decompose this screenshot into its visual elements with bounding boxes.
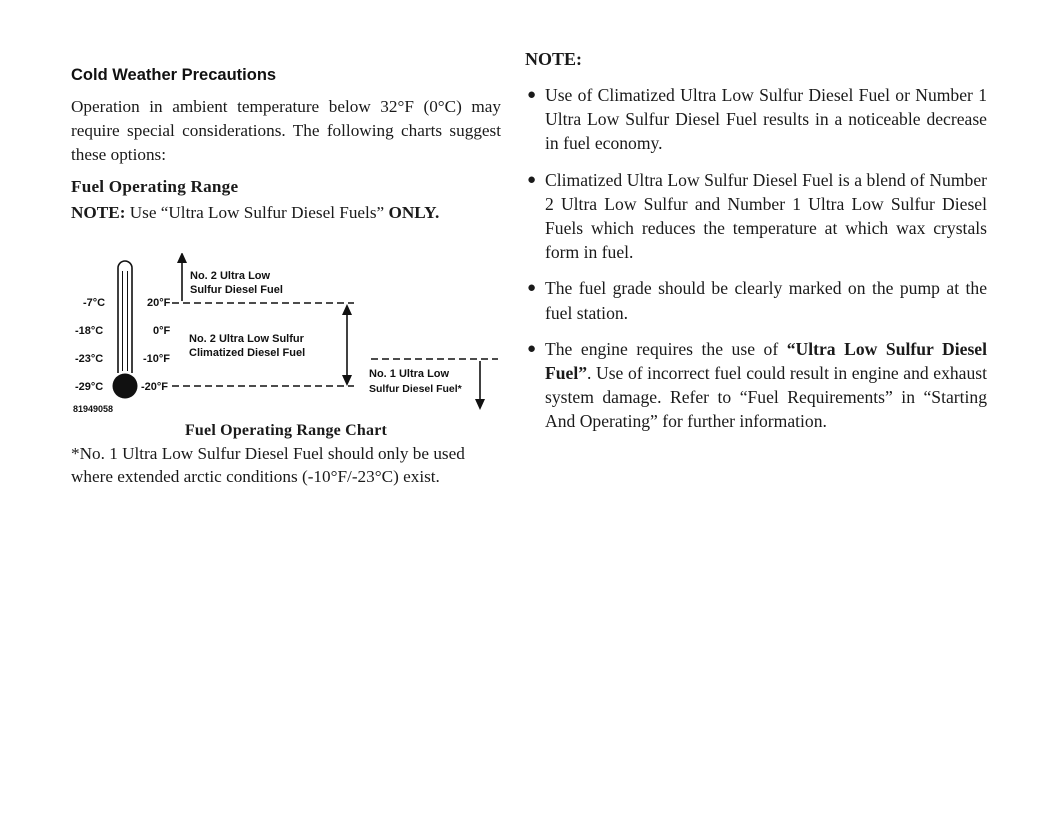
- bullet-icon: ●: [527, 340, 537, 357]
- note-heading: NOTE:: [525, 49, 583, 69]
- note-label: NOTE:: [71, 203, 126, 222]
- intro-paragraph: Operation in ambient temperature below 32°F (0°C) may require special considerations. The following charts suggest these options:: [71, 97, 501, 164]
- figure-id: 81949058: [73, 404, 114, 414]
- list-item: [525, 83, 987, 156]
- bullet-text-4-pre: The engine requires the use of: [545, 338, 787, 359]
- bullet-text-1: Use of Climatized Ultra Low Sulfur Diesel Fuel or Number 1 Ultra Low Sulfur Diesel Fuel results in a noticeable decrease in fuel economy.: [545, 85, 987, 154]
- fuel-chart-svg: [71, 253, 501, 421]
- climatized-label-line2: Climatized Diesel Fuel: [189, 347, 306, 359]
- fuel-note: [71, 203, 501, 223]
- celsius-label-3: -29°C: [75, 381, 104, 393]
- note-bullet-list: [525, 83, 987, 434]
- fahrenheit-label-0: 20°F: [147, 297, 171, 309]
- bullet-text-4-bold: “Ultra Low Sulfur Diesel Fuel”: [545, 338, 987, 384]
- list-item: [525, 337, 987, 434]
- right-column: [525, 49, 987, 446]
- bullet-icon: ●: [527, 280, 537, 297]
- bullet-icon: ●: [527, 171, 537, 188]
- no1-label-line1: No. 1 Ultra Low: [369, 368, 450, 380]
- fuel-operating-range-heading: Fuel Operating Range: [71, 177, 239, 196]
- no2-label-line2: Sulfur Diesel Fuel: [190, 284, 283, 296]
- bullet-text-2: Climatized Ultra Low Sulfur Diesel Fuel is a blend of Number 2 Ultra Low Sulfur and Number 1 Ultra Low Sulfur Diesel Fuels which reduces the temperature at which wax crystals form in fuel.: [545, 169, 987, 263]
- note-emphasis: ONLY.: [388, 203, 440, 222]
- list-item: [525, 168, 987, 265]
- fahrenheit-label-2: -10°F: [143, 353, 171, 365]
- note-text: Use “Ultra Low Sulfur Diesel Fuels”: [125, 203, 389, 222]
- fahrenheit-label-1: 0°F: [153, 325, 171, 337]
- footnote: *No. 1 Ultra Low Sulfur Diesel Fuel should only be used where extended arctic conditions (-10°F/-23°C) exist.: [71, 444, 465, 486]
- bullet-text-4-post: . Use of incorrect fuel could result in engine and exhaust system damage. Refer to “Fuel Requirements” in “Starting And Operating” for further information.: [545, 363, 987, 432]
- chart-caption: Fuel Operating Range Chart: [184, 422, 388, 439]
- bullet-icon: ●: [527, 87, 537, 103]
- thermometer-icon: [113, 261, 138, 399]
- fahrenheit-label-3: -20°F: [141, 381, 169, 393]
- no1-label-line2: Sulfur Diesel Fuel*: [369, 383, 462, 395]
- no2-label-line1: No. 2 Ultra Low: [190, 270, 271, 282]
- list-item: [525, 276, 987, 324]
- climatized-label-line1: No. 2 Ultra Low Sulfur: [189, 333, 304, 345]
- celsius-label-0: -7°C: [83, 297, 106, 309]
- bullet-text-3: The fuel grade should be clearly marked on the pump at the fuel station.: [545, 278, 987, 323]
- celsius-label-1: -18°C: [75, 325, 104, 337]
- section-title: Cold Weather Precautions: [71, 66, 277, 84]
- celsius-label-2: -23°C: [75, 353, 104, 365]
- left-column: [71, 66, 501, 488]
- fuel-operating-range-chart: [71, 253, 501, 421]
